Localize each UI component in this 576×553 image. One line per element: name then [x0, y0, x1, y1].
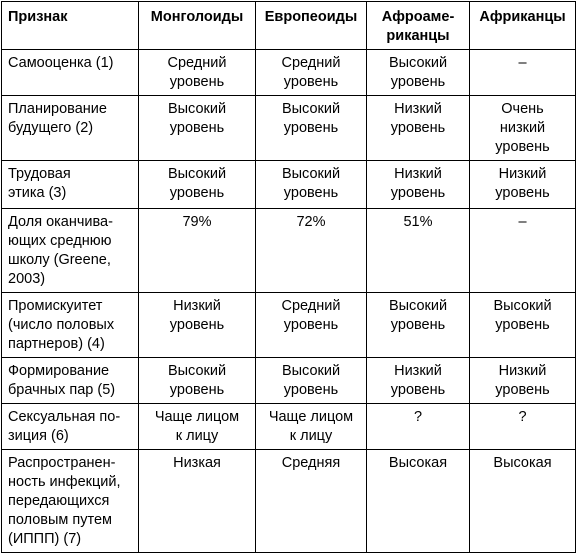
- table-cell: Низкий уровень: [367, 161, 470, 209]
- row-label: Планирование будущего (2): [2, 96, 139, 161]
- row-label: Сексуальная по- зиция (6): [2, 404, 139, 450]
- table-row: [2, 404, 576, 450]
- table-cell: Очень низкий уровень: [470, 96, 576, 161]
- table-cell: Высокая: [470, 450, 576, 553]
- comparison-table: [1, 1, 576, 553]
- table-cell: Средняя: [256, 450, 367, 553]
- table-row: [2, 161, 576, 209]
- table-cell: Высокий уровень: [256, 161, 367, 209]
- table-cell: Высокий уровень: [256, 96, 367, 161]
- row-label: Формирование брачных пар (5): [2, 358, 139, 404]
- table-cell: Высокий уровень: [470, 293, 576, 358]
- table-cell: Низкий уровень: [470, 161, 576, 209]
- row-label: Доля оканчива- ющих среднюю школу (Greene, 2003): [2, 209, 139, 293]
- table-cell: 72%: [256, 209, 367, 293]
- table-cell: 79%: [139, 209, 256, 293]
- table-cell: Высокий уровень: [139, 96, 256, 161]
- table-cell: Высокий уровень: [367, 50, 470, 96]
- row-label: Распространен- ность инфекций, передающихся половым путем (ИППП) (7): [2, 450, 139, 553]
- table-cell: Низкий уровень: [367, 358, 470, 404]
- table-cell: Высокий уровень: [139, 358, 256, 404]
- table-row: [2, 96, 576, 161]
- table-cell: Чаще лицом к лицу: [139, 404, 256, 450]
- table-cell: ?: [470, 404, 576, 450]
- table-row: [2, 50, 576, 96]
- row-label: Промискуитет (число половых партнеров) (4): [2, 293, 139, 358]
- table-row: [2, 450, 576, 553]
- table-row: [2, 293, 576, 358]
- table-cell: Низкий уровень: [470, 358, 576, 404]
- table-cell: Низкий уровень: [367, 96, 470, 161]
- table-cell: Высокий уровень: [139, 161, 256, 209]
- table-cell: Низкая: [139, 450, 256, 553]
- table-cell: Высокий уровень: [256, 358, 367, 404]
- table-cell: Средний уровень: [256, 50, 367, 96]
- table-cell: Высокий уровень: [367, 293, 470, 358]
- table-row: [2, 209, 576, 293]
- header-cell-mongoloids: Монголоиды: [139, 2, 256, 50]
- header-cell-africans: Африканцы: [470, 2, 576, 50]
- header-cell-trait: Признак: [2, 2, 139, 50]
- table-row: [2, 358, 576, 404]
- table-cell: Низкий уровень: [139, 293, 256, 358]
- table-cell: –: [470, 209, 576, 293]
- row-label: Трудовая этика (3): [2, 161, 139, 209]
- header-row: [2, 2, 576, 50]
- table-cell: 51%: [367, 209, 470, 293]
- row-label: Самооценка (1): [2, 50, 139, 96]
- table-cell: ?: [367, 404, 470, 450]
- table-cell: Высокая: [367, 450, 470, 553]
- table-cell: Средний уровень: [256, 293, 367, 358]
- header-cell-african-americans: Афроаме- риканцы: [367, 2, 470, 50]
- table-cell: –: [470, 50, 576, 96]
- table-cell: Средний уровень: [139, 50, 256, 96]
- header-cell-europeoids: Европеоиды: [256, 2, 367, 50]
- table-cell: Чаще лицом к лицу: [256, 404, 367, 450]
